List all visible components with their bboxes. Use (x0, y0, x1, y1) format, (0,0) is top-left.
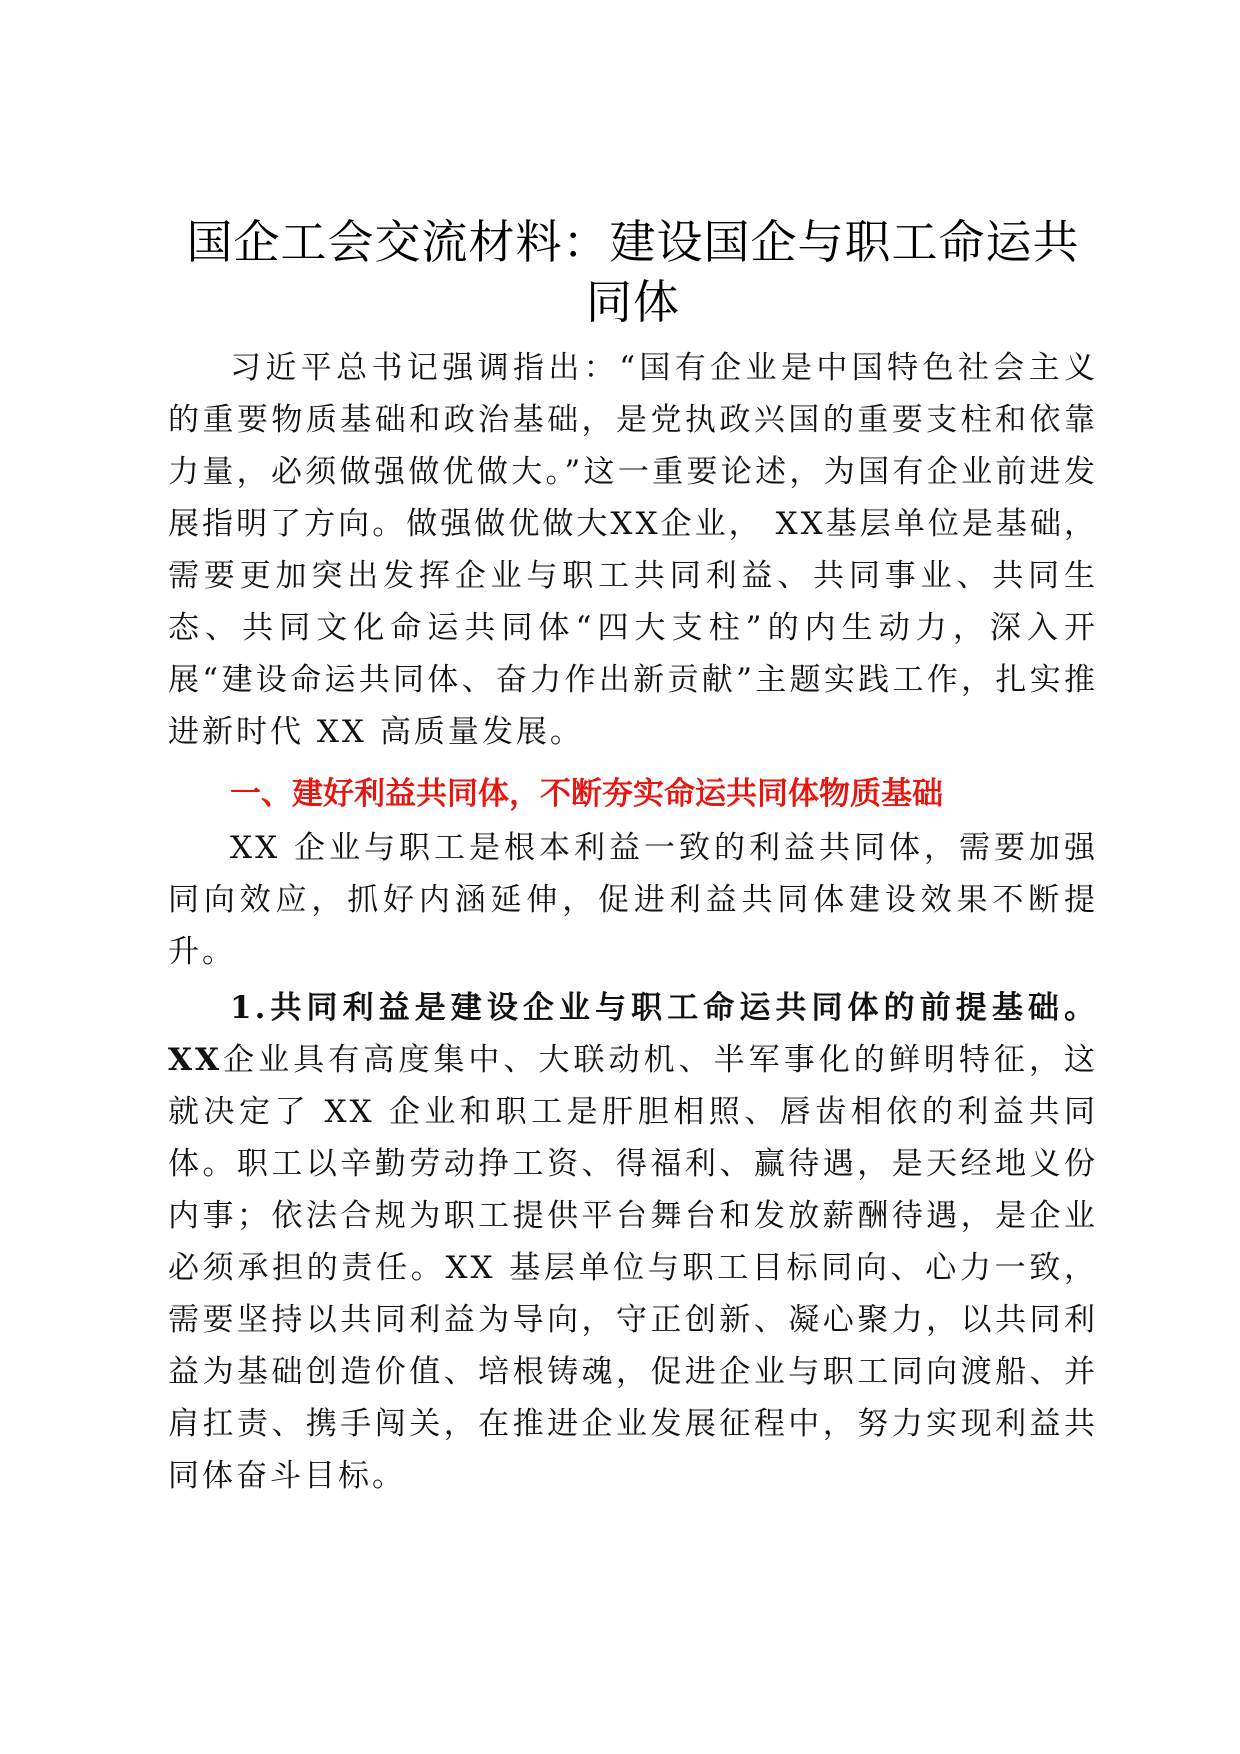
section-heading-1: 一、建好利益共同体，不断夯实命运共同体物质基础 (230, 776, 943, 812)
document-body (168, 212, 1098, 1502)
section-paragraph-1: XX 企业与职工是根本利益一致的利益共同体，需要加强同向效应，抓好内涵延伸，促进利益共同体建设效果不断提升。 (168, 830, 1098, 970)
document-title: 国企工会交流材料：建设国企与职工命运共同体 (186, 215, 1080, 329)
intro-paragraph: 习近平总书记强调指出：“国有企业是中国特色社会主义的重要物质基础和政治基础，是党执政兴国的重要支柱和依靠力量，必须做强做优做大。”这一重要论述，为国有企业前进发展指明了方向。做强做优做大XX企业， XX基层单位是基础，需要更加突出发挥企业与职工共同利益、共同事业、共同生态、共同文化命运共同体“四大支柱”的内生动力，深入开展“建设命运共同体、奋力作出新贡献”主题实践工作，扎实推进新时代 XX 高质量发展。 (168, 350, 1098, 750)
item-paragraph-1 (168, 982, 1098, 1502)
item-body-1: 企业具有高度集中、大联动机、半军事化的鲜明特征，这就决定了 XX 企业和职工是肝胆相照、唇齿相依的利益共同体。职工以辛勤劳动挣工资、得福利、赢待遇，是天经地义份内事；依法合规为职工提供平台舞台和发放薪酬待遇，是企业必须承担的责任。XX 基层单位与职工目标同向、心力一致，需要坚持以共同利益为导向，守正创新、凝心聚力，以共同利益为基础创造价值、培根铸魂，促进企业与职工同向渡船、并肩扛责、携手闯关，在推进企业发展征程中，努力实现利益共同体奋斗目标。 (168, 1042, 1098, 1494)
item-lead-1: 1.共同利益是建设企业与职工命运共同体的前提基础。XX (168, 990, 1098, 1078)
